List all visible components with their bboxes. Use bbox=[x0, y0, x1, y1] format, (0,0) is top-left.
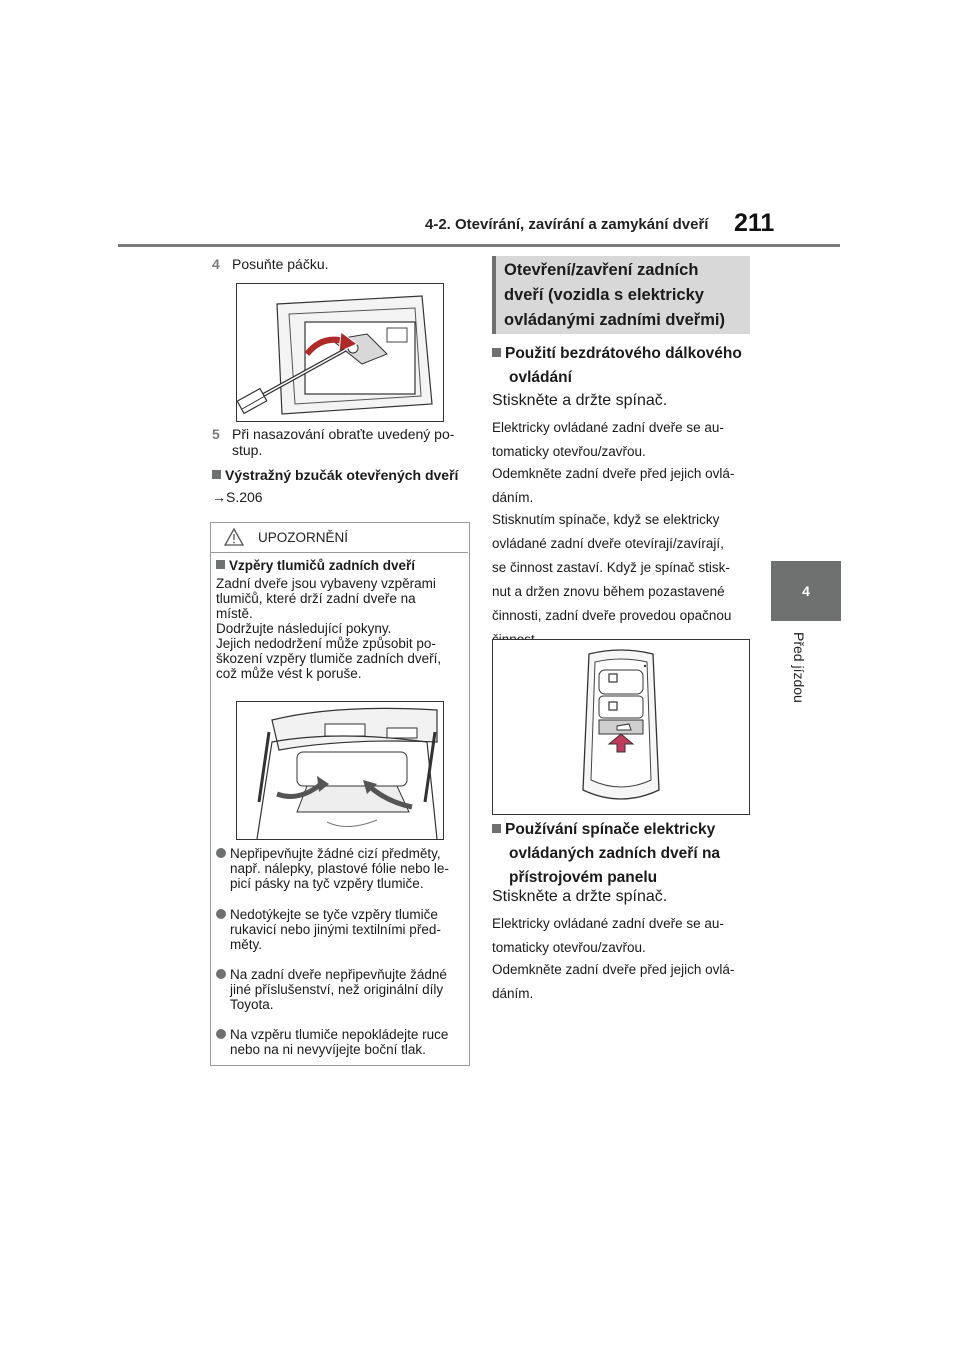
remote-paragraph-2: Odemkněte zadní dveře před jejich ovlá- dáním. bbox=[492, 466, 735, 505]
key-fob-illustration bbox=[493, 640, 749, 814]
lever-figure bbox=[236, 283, 444, 422]
round-bullet-icon bbox=[216, 909, 226, 919]
warning-bullet-2: Nedotýkejte se tyče vzpěry tlumiče rukavicí nebo jinými textilními před- měty. bbox=[216, 907, 464, 955]
square-bullet-icon bbox=[212, 470, 221, 479]
round-bullet-icon bbox=[216, 848, 226, 858]
chapter-label: Před jízdou bbox=[791, 632, 807, 703]
header-divider bbox=[118, 244, 840, 247]
panel-instruction: Stiskněte a držte spínač. bbox=[492, 888, 668, 905]
step-4 bbox=[212, 256, 468, 274]
chapter-tab: 4 bbox=[771, 561, 841, 621]
section-title-accent bbox=[492, 256, 496, 334]
warning-bullet-3: Na zadní dveře nepřipevňujte žádné jiné příslušenství, než originální díly Toyota. bbox=[216, 967, 464, 1015]
round-bullet-icon bbox=[216, 1029, 226, 1039]
warning-bullet-1: Nepřipevňujte žádné cizí předměty, např. nálepky, plastové fólie nebo le- picí pásky na tyč vzpěry tlumiče. bbox=[216, 846, 464, 894]
remote-heading: Použití bezdrátového dálkového ovládání bbox=[492, 342, 752, 390]
step-text: Posuňte páčku. bbox=[232, 256, 329, 272]
warning-paragraph: Zadní dveře jsou vybaveny vzpěrami tlumičů, které drží zadní dveře na místě. Dodržujte následující pokyny. Jejich nedodržení může způsobit po- škození vzpěry tlumiče zadních dveří, což může vést k poruše. bbox=[216, 576, 442, 681]
step-number: 5 bbox=[212, 426, 220, 442]
panel-paragraph-1: Elektricky ovládané zadní dveře se au- tomaticky otevřou/zavřou. bbox=[492, 916, 724, 955]
warning-triangle-icon bbox=[224, 528, 244, 546]
square-bullet-icon bbox=[492, 824, 501, 833]
tailgate-illustration bbox=[237, 702, 443, 839]
panel-switch-heading: Používání spínače elektricky ovládaných zadních dveří na přístrojovém panelu bbox=[492, 818, 752, 890]
remote-paragraph-3: Stisknutím spínače, když se elektricky ovládané zadní dveře otevírají/zavírají, se činnost zastaví. Když je spínač stisk- nut a držen znovu během pozastavené činnosti, zadní dveře provedou opačnou bbox=[492, 512, 732, 623]
warning-divider bbox=[210, 552, 468, 553]
lever-illustration bbox=[237, 284, 443, 421]
remote-instruction: Stiskněte a držte spínač. bbox=[492, 392, 668, 409]
remote-paragraph-1: Elektricky ovládané zadní dveře se au- tomaticky otevřou/zavřou. bbox=[492, 420, 724, 459]
step-number: 4 bbox=[212, 256, 220, 272]
step-text-line-1: Při nasazování obraťte uvedený po- bbox=[232, 426, 455, 442]
round-bullet-icon bbox=[216, 969, 226, 979]
page-number: 211 bbox=[734, 209, 775, 237]
step-text-line-2: stup. bbox=[232, 442, 263, 458]
tailgate-strut-figure bbox=[236, 701, 444, 840]
warning-title-row bbox=[210, 522, 468, 552]
section-title: Otevření/zavření zadních dveří (vozidla s elektricky ovládanými zadními dveřmi) bbox=[504, 261, 725, 329]
header-section-title: 4-2. Otevírání, zavírání a zamykání dveří bbox=[425, 216, 709, 233]
key-fob-figure bbox=[492, 639, 750, 815]
warning-heading: Vzpěry tlumičů zadních dveří bbox=[216, 558, 415, 573]
square-bullet-icon bbox=[492, 348, 501, 357]
page-reference-link[interactable]: →S.206 bbox=[212, 489, 263, 505]
square-bullet-icon bbox=[216, 560, 225, 569]
warning-title: UPOZORNĚNÍ bbox=[258, 530, 349, 545]
buzzer-heading: Výstražný bzučák otevřených dveří bbox=[212, 467, 458, 483]
warning-bullet-4: Na vzpěru tlumiče nepokládejte ruce nebo na ni nevyvíjejte boční tlak. bbox=[216, 1027, 464, 1059]
step-5 bbox=[212, 426, 468, 460]
panel-paragraph-2: Odemkněte zadní dveře před jejich ovlá- dáním. bbox=[492, 962, 735, 1001]
